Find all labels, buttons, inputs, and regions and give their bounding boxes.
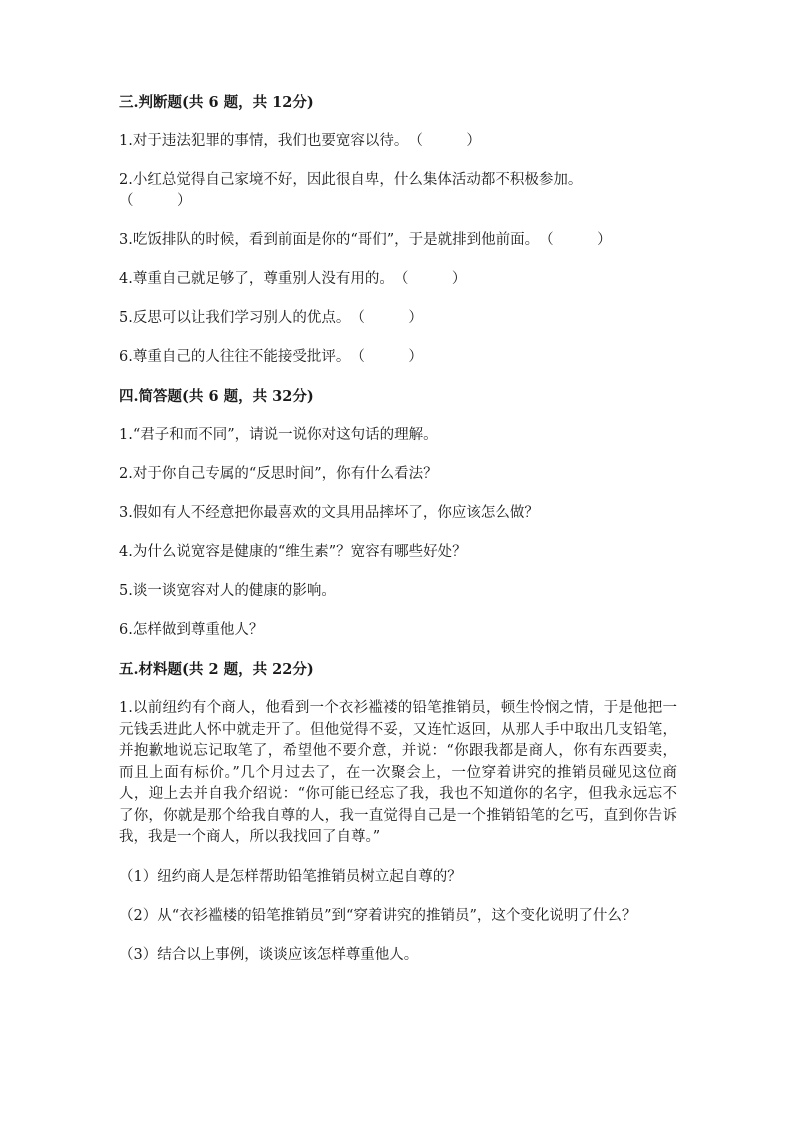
- answer-blank: （ ）: [119, 193, 192, 209]
- question-text: 2.小红总觉得自己家境不好，因此很自卑，什么集体活动都不积极参加。: [119, 172, 583, 188]
- judgment-question-3: [119, 230, 677, 251]
- question-text: 3.吃饭排队的时候，看到前面是你的“哥们”，于是就排到他前面。: [119, 232, 540, 248]
- section-4-title: 四.简答题(共 6 题，共 32分): [119, 388, 314, 405]
- short-answer-question-3: 3.假如有人不经意把你最喜欢的文具用品摔坏了，你应该怎么做？: [119, 505, 539, 521]
- exam-page: [119, 92, 677, 984]
- short-answer-question-6: 6.怎样做到尊重他人？: [119, 622, 264, 638]
- question-text: 5.反思可以让我们学习别人的优点。: [119, 310, 351, 326]
- section-5-title: 五.材料题(共 2 题，共 22分): [119, 661, 314, 678]
- short-answer-question-5: 5.谈一谈宽容对人的健康的影响。: [119, 583, 336, 599]
- answer-blank: （ ）: [350, 310, 423, 326]
- answer-blank: （ ）: [393, 271, 467, 287]
- material-subquestion-2: （2）从“衣衫褴楼的铅笔推销员”到“穿着讲究的推销员”，这个变化说明了什么？: [119, 907, 637, 924]
- judgment-question-2: [119, 170, 677, 212]
- short-answer-question-1: 1.“君子和而不同”，请说一说你对这句话的理解。: [119, 427, 438, 443]
- short-answer-question-2: 2.对于你自己专属的“反思时间”，你有什么看法？: [119, 466, 438, 482]
- judgment-question-6: [119, 347, 677, 368]
- material-passage: 1.以前纽约有个商人，他看到一个衣衫褴褛的铅笔推销员，顿生怜悯之情，于是他把一元钱丢进此人怀中就走开了。但他觉得不妥，又连忙返回，从那人手中取出几支铅笔，并抱歉地说忘记取笔了，希望他不要介意，并说：“你跟我都是商人，你有东西要卖，而且上面有标价。”几个月过去了，在一次聚会上，一位穿着讲究的推销员碰见这位商人，迎上去并自我介绍说：“你可能已经忘了我，我也不知道你的名字，但我永远忘不了你，你就是那个给我自尊的人，我一直觉得自己是一个推销铅笔的乞丐，直到你告诉我，我是一个商人，所以我找回了自尊。”: [119, 700, 677, 845]
- question-text: 4.尊重自己就足够了，尊重别人没有用的。: [119, 271, 394, 287]
- answer-blank: （ ）: [539, 232, 612, 248]
- answer-blank: （ ）: [408, 133, 481, 149]
- answer-blank: （ ）: [350, 349, 423, 365]
- question-text: 1.对于违法犯罪的事情，我们也要宽容以待。: [119, 133, 409, 149]
- material-subquestion-3: （3）结合以上事例，谈谈应该怎样尊重他人。: [119, 946, 419, 963]
- short-answer-question-4: 4.为什么说宽容是健康的“维生素”？宽容有哪些好处？: [119, 544, 467, 560]
- judgment-question-4: [119, 269, 677, 290]
- section-3-title: 三.判断题(共 6 题，共 12分): [119, 94, 314, 111]
- material-subquestion-1: （1）纽约商人是怎样帮助铅笔推销员树立起自尊的？: [119, 868, 462, 885]
- question-text: 6.尊重自己的人往往不能接受批评。: [119, 349, 351, 365]
- judgment-question-5: [119, 308, 677, 329]
- judgment-question-1: [119, 131, 677, 152]
